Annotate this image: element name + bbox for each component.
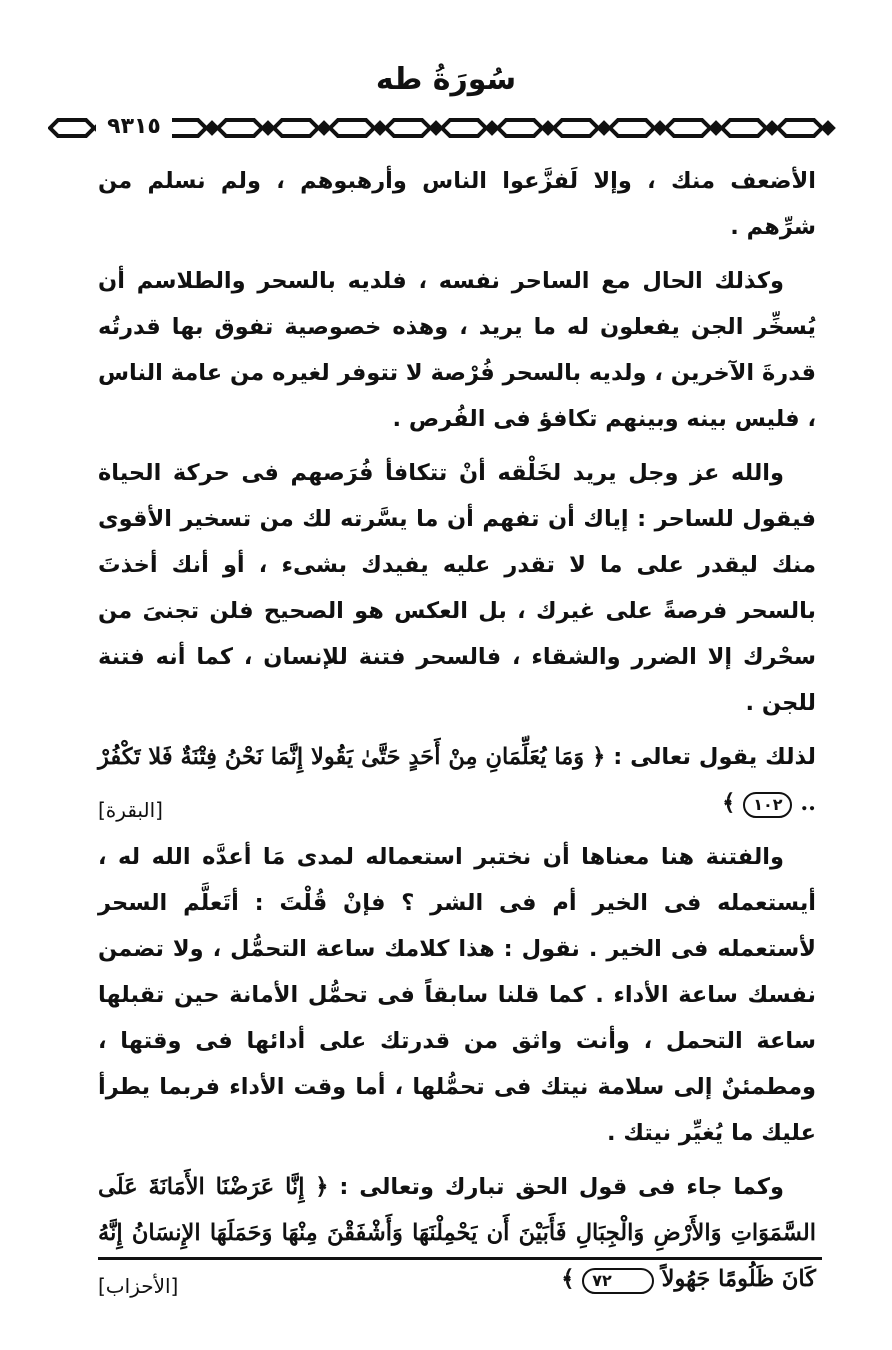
chain-link [442, 120, 486, 136]
chain-link [386, 120, 430, 136]
quran-verse-text: ﴿ وَمَا يُعَلِّمَانِ مِنْ أَحَدٍ حَتَّىٰ يَقُولا إِنَّمَا نَحْنُ فِتْنَةٌ فَلا تَكْفُرْ .. [98, 744, 816, 816]
quran-close-bracket: ﴾ [722, 790, 736, 816]
chain-link [554, 120, 598, 136]
chain-link [722, 120, 766, 136]
chain-link [218, 120, 262, 136]
paragraph-4: والفتنة هنا معناها أن نختبر استعماله لمدى مَا أعدَّه الله له ، أيستعمله فى الخير أم فى الشر ؟ فإنْ قُلْتَ : أتَعلَّم السحر لأستعمله فى الخير . نقول : هذا كلامك ساعة التحمُّل ، ولا تضمن نفسك ساعة الأداء . كما قلنا سابقاً فى تحمُّل الأمانة حين تقبلها ساعة التحمل ، وأنت واثق من قدرتك على أدائها فى وقتها ، ومطمئنٌ إلى سلامة نيتك فى تحمُّلها ، أما وقت الأداء فربما يطرأ عليك ما يُغيِّر نيتك . [98, 844, 816, 1146]
ayah-number-badge: ٧٢ [582, 1268, 654, 1294]
quote-intro: لذلك يقول تعالى : [613, 744, 816, 770]
chain-link [778, 120, 822, 136]
chain-link [498, 120, 542, 136]
surah-reference-ahzab: [الأحزاب] [98, 1274, 179, 1298]
paragraph-3: والله عز وجل يريد لخَلْقه أنْ تتكافأ فُرَصهم فى حركة الحياة فيقول للساحر : إياك أن تفهم أن ما يسَّرته لك من تسخير الأقوى منك ليقدر على ما لا تقدر عليه يفيدك بشىء ، أو أنك أخذتَ بالسحر فرصةً على غيرك ، بل العكس هو الصحيح فلن تجنىَ من سحْرك إلا الضرر والشقاء ، فالسحر فتنة للإنسان ، كما أنه فتنة للجن . [98, 460, 816, 716]
surah-reference-baqarah: [البقرة] [98, 798, 163, 822]
paragraph-1: الأضعف منك ، وإلا لَفزَّعوا الناس وأرهبوهم ، ولم نسلم من شرِّهم . [98, 168, 816, 240]
footer-rule [98, 1257, 822, 1260]
page-body [98, 158, 816, 1310]
ayah-number-badge: ١٠٢ [743, 792, 792, 818]
surah-title: سُورَةُ طه [375, 62, 517, 97]
chain-link [274, 120, 318, 136]
page-number: ٩٣١٥ [96, 112, 172, 142]
chain-link [330, 120, 374, 136]
chain-diamond [823, 123, 833, 133]
quran-verse-text: ﴿ إِنَّا عَرَضْنَا الأَمَانَةَ عَلَى السَّمَوَاتِ وَالأَرْضِ وَالْجِبَالِ فَأَبَيْنَ أَن يَحْمِلْنَهَا وَأَشْفَقْنَ مِنْهَا وَحَمَلَهَا الإِنسَانُ إِنَّهُ كَانَ ظَلُومًا جَهُولاً [98, 1174, 816, 1292]
quran-close-bracket: ﴾ [561, 1266, 575, 1292]
paragraph-2: وكذلك الحال مع الساحر نفسه ، فلديه بالسحر والطلاسم أن يُسخِّر الجن يفعلون له ما يريد ، وهذه خصوصية تفوق بها قدرتُه قدرةَ الآخرين ، ولديه بالسحر فُرْصة لا تتوفر لغيره من عامة الناس ، فليس بينه وبينهم تكافؤ فى الفُرص . [98, 268, 816, 432]
chain-link [610, 120, 654, 136]
quote-intro: وكما جاء فى قول الحق تبارك وتعالى : [339, 1174, 785, 1200]
chain-link [666, 120, 710, 136]
chain-link [50, 120, 94, 136]
